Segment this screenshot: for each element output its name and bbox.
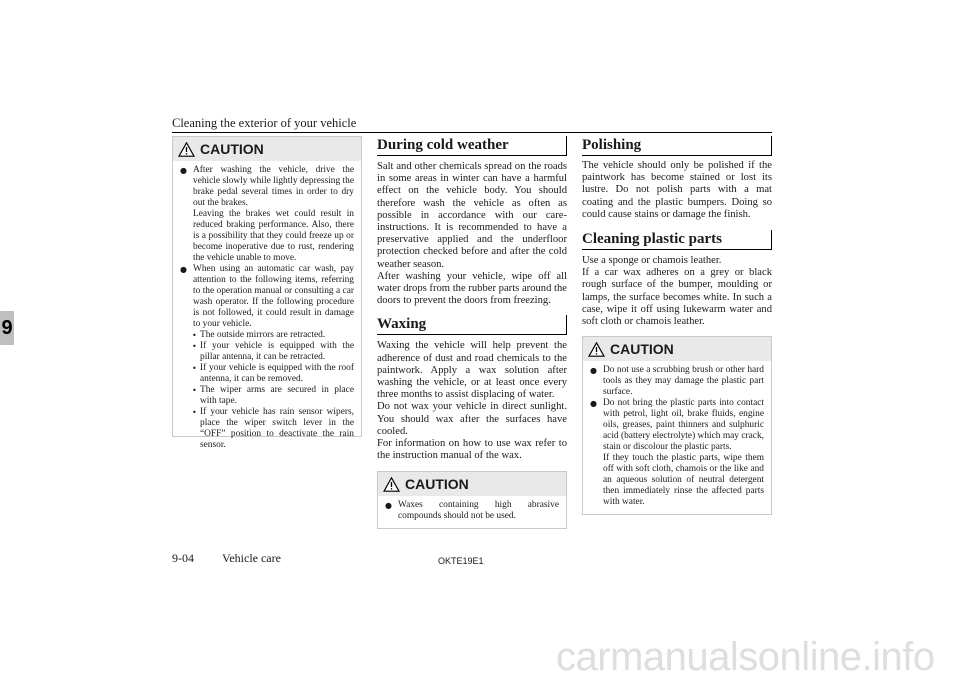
- section-heading-waxing: Waxing: [377, 315, 567, 335]
- document-code: OKTE19E1: [438, 556, 484, 566]
- caution-bullet-continued: [180, 209, 354, 264]
- caution-bullet-text: Do not bring the plastic parts into contact with petrol, light oil, brake fluids, engine oils, greases, paint thinners and sulphuric acid (battery electrolyte) which may crack, stain or discolour the plastic parts.: [603, 398, 764, 453]
- caution-bullet-text: Waxes containing high abrasive compounds should not be used.: [398, 500, 559, 522]
- page-number: 9-04: [172, 551, 194, 565]
- caution-bullet-continued: [590, 453, 764, 508]
- warning-triangle-icon: [588, 342, 605, 357]
- chapter-tab-number: 9: [1, 317, 13, 339]
- waxing-paragraph: Waxing the vehicle will help prevent the adherence of dust and road chemicals to the paintwork. Apply a wax solution after washing the vehicle, or at least once every three months to assist displacing of water.: [377, 340, 567, 401]
- caution-bullet: [590, 398, 764, 453]
- caution-bullet-text: Leaving the brakes wet could result in reduced braking performance. Also, there is a possibility that they could freeze up or become inoperative due to rust, rendering the vehicle unable to move.: [193, 209, 354, 263]
- caution-bullet-text: After washing the vehicle, drive the vehicle slowly while lightly depressing the brake pedal several times in order to dry out the brakes.: [193, 165, 354, 208]
- cold-weather-paragraph: Salt and other chemicals spread on the roads in some areas in winter can have a harmful effect on the vehicle body. You should therefore wash the vehicle as often as possible in accordance with our care-instructions. It is recommended to have a preservative applied and the underfloor protection checked before and after the cold weather season.: [377, 161, 567, 270]
- caution-header: [378, 472, 566, 496]
- waxing-paragraph: Do not wax your vehicle in direct sunlight. You should wax after the surfaces have cooled.: [377, 401, 567, 437]
- caution-header: [583, 337, 771, 361]
- caution-title: CAUTION: [610, 341, 674, 358]
- sub-item-text: If your vehicle has rain sensor wipers, place the wiper switch lever in the “OFF” position to deactivate the rain sensor.: [200, 407, 354, 450]
- page-section-name: Vehicle care: [222, 551, 281, 565]
- cold-weather-paragraph: After washing your vehicle, wipe off all water drops from the rubber parts around the doors to prevent the doors from freezing.: [377, 270, 567, 307]
- sub-list-item: [180, 407, 354, 451]
- small-dot-icon: •: [192, 364, 197, 373]
- small-dot-icon: •: [192, 342, 197, 351]
- section-heading-cold-weather: During cold weather: [377, 136, 567, 156]
- caution-bullet-text: Do not use a scrubbing brush or other hard tools as they may damage the plastic part surface.: [603, 365, 764, 398]
- middle-column: [377, 136, 567, 529]
- bullet-dot-icon: ●: [180, 265, 187, 274]
- caution-body: [173, 161, 361, 457]
- caution-title: CAUTION: [200, 141, 264, 157]
- caution-bullet-text: If they touch the plastic parts, wipe them off with soft cloth, chamois or the like and an aqueous solution of neutral detergent then immediately rinse the affected parts with water.: [603, 453, 764, 508]
- bullet-dot-icon: ●: [590, 366, 597, 376]
- sub-item-text: If your vehicle is equipped with the roof antenna, it can be removed.: [200, 363, 354, 384]
- caution-title: CAUTION: [405, 476, 469, 493]
- page-header-title: Cleaning the exterior of your vehicle: [172, 116, 357, 130]
- section-heading-cleaning-plastic-parts: Cleaning plastic parts: [582, 230, 772, 250]
- caution-body: [378, 496, 566, 528]
- caution-body: [583, 361, 771, 514]
- caution-header: [173, 137, 361, 161]
- sub-list-item: [180, 385, 354, 407]
- warning-triangle-icon: [178, 142, 195, 157]
- caution-bullet: [590, 365, 764, 398]
- caution-bullet: [385, 500, 559, 522]
- small-dot-icon: •: [192, 386, 197, 395]
- section-heading-polishing: Polishing: [582, 136, 772, 156]
- sub-list-item: [180, 330, 354, 341]
- plastic-parts-paragraph: If a car wax adheres on a grey or black rough surface of the bumper, moulding or lamps, the surface becomes white. In such a case, wipe it off using lukewarm water and soft cloth or chamois leather.: [582, 267, 772, 328]
- warning-triangle-icon: [383, 477, 400, 492]
- bullet-dot-icon: ●: [385, 501, 392, 511]
- caution-box-wash: [172, 136, 362, 450]
- caution-box-wax: [377, 471, 567, 529]
- caution-bullet: [180, 264, 354, 330]
- sub-item-text: The wiper arms are secured in place with tape.: [200, 385, 354, 406]
- caution-bullet: [180, 165, 354, 209]
- bullet-dot-icon: ●: [180, 166, 187, 175]
- sub-list-item: [180, 363, 354, 385]
- bullet-dot-icon: ●: [590, 399, 597, 409]
- waxing-paragraph: For information on how to use wax refer to the instruction manual of the wax.: [377, 438, 567, 462]
- sub-item-text: If your vehicle is equipped with the pillar antenna, it can be retracted.: [200, 341, 354, 362]
- polishing-paragraph: The vehicle should only be polished if the paintwork has become stained or lost its lustre. Do not polish parts with a mat coating and the plastic bumpers. Doing so could cause stains or damage the finish.: [582, 160, 772, 220]
- watermark: carmanualsonline.info: [556, 635, 935, 679]
- sub-list-item: [180, 341, 354, 363]
- right-column: [582, 136, 772, 515]
- header-rule: [172, 132, 772, 133]
- sub-item-text: The outside mirrors are retracted.: [200, 330, 326, 340]
- small-dot-icon: •: [192, 408, 197, 417]
- plastic-parts-paragraph: Use a sponge or chamois leather.: [582, 255, 722, 267]
- caution-box-plastic: [582, 336, 772, 515]
- caution-bullet-text: When using an automatic car wash, pay attention to the following items, referring to the operation manual or consulting a car wash operator. If the following procedure is not followed, it could result in damage to your vehicle.: [193, 264, 354, 329]
- small-dot-icon: •: [192, 331, 197, 340]
